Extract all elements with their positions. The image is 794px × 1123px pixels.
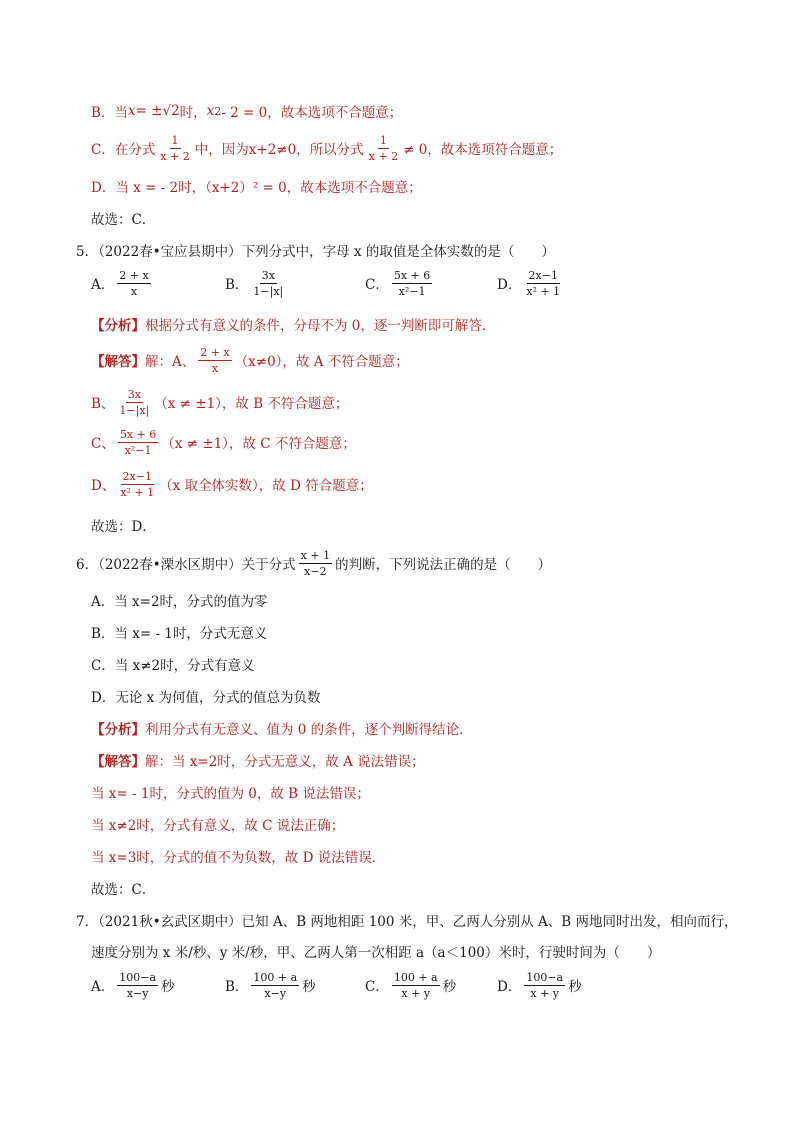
q6-answer: 故选：C．	[91, 882, 156, 898]
q7-options	[91, 968, 731, 1002]
q5-options	[91, 266, 731, 300]
fraction: $\frac{1}{x + 2}$	[368, 133, 399, 163]
q7-option-a: A． $\frac{100-a}{x-y}$ 秒	[91, 970, 175, 1000]
q6-solution-line: 【解答】 解：当 x=2时，分式无意义，故 A 说法错误；	[91, 754, 425, 770]
q4-option-b-explanation: B．当 x = ± √2 时， x 2 - 2 = 0，故本选项不合题意；	[91, 103, 403, 121]
q7-option-c: C． $\frac{100 + a}{x + y}$ 秒	[365, 970, 457, 1000]
q4-answer: 故选：C．	[91, 212, 156, 228]
q7-stem-line2: 速度分别为 x 米/秒、y 米/秒，甲、乙两人第一次相距 a（a＜100）米时，行驶时间为（ ）	[91, 945, 661, 961]
q5-stem: 5．（2022春•宝应县期中）下列分式中，字母 x 的取值是全体实数的是（ ）	[76, 244, 555, 260]
q5-analysis: 【分析】 根据分式有意义的条件，分母不为 0，逐一判断即可解答．	[91, 318, 496, 334]
q7-option-d: D． $\frac{100-a}{x + y}$ 秒	[497, 970, 582, 1000]
q5-solution-c: C、 $\frac{5x + 6}{\text{x²−1}}$ （x ≠ ±1），故 C 不符合题意；	[91, 427, 356, 457]
q6-solution-line: 当 x=3时，分式的值不为负数，故 D 说法错误．	[91, 850, 386, 866]
q6-option-c: C．当 x≠2时，分式有意义	[91, 658, 255, 674]
q5-option-b: B． $\frac{3x}{1-|x|}$	[225, 268, 284, 298]
q6-option-a: A．当 x=2时，分式的值为零	[91, 594, 268, 610]
q6-solution-line: 当 x≠2时，分式有意义，故 C 说法正确；	[91, 818, 345, 834]
q5-option-a: A． $\frac{2 + x}{x}$	[91, 268, 149, 298]
q5-solution-b: B、 $\frac{3x}{1-|x|}$ （x ≠ ±1），故 B 不符合题意；	[91, 387, 349, 417]
fraction: $\frac{1}{x + 2}$	[160, 133, 190, 163]
q5-option-d: D． $\frac{2x-1}{\text{x² + 1}}$	[497, 268, 561, 298]
q5-solution-d: D、 $\frac{2x-1}{\text{x² + 1}}$ （x 取全体实数），故 D 符合题意；	[91, 469, 373, 499]
q6-solution-line: 当 x= - 1时，分式的值为 0，故 B 说法错误；	[91, 786, 370, 802]
q6-stem: 6．（2022春•溧水区期中）关于分式 $\frac{x + 1}{x-2}$ 的判断，下列说法正确的是（ ）	[76, 548, 552, 578]
q5-answer: 故选：D．	[91, 519, 156, 535]
q6-option-b: B．当 x= - 1时，分式无意义	[91, 626, 268, 642]
q4-option-c-explanation: C．在分式 $\frac{1}{x + 2}$ 中，因为x+2≠0，所以分式 $\frac{1}{x + 2}$ ≠ 0，故本选项符合题意；	[91, 133, 563, 163]
q5-solution-a: 【解答】 解：A、 $\frac{2 + x}{x}$ （x≠0），故 A 不符合题意；	[91, 345, 409, 375]
q7-option-b: B． $\frac{100 + a}{x-y}$ 秒	[225, 970, 316, 1000]
q5-option-c: C． $\frac{5x + 6}{\text{x²−1}}$	[365, 268, 431, 298]
q7-stem-line1: 7．（2021秋•玄武区期中）已知 A、B 两地相距 100 米，甲、乙两人分别从 A、B 两地同时出发，相向而行，	[76, 914, 738, 930]
q6-option-d: D．无论 x 为何值，分式的值总为负数	[91, 690, 321, 706]
q4-option-d-explanation: D．当 x = - 2时，（x+2）² = 0，故本选项不合题意；	[91, 180, 422, 196]
q6-analysis: 【分析】 利用分式有无意义、值为 0 的条件，逐个判断得结论．	[91, 722, 473, 738]
